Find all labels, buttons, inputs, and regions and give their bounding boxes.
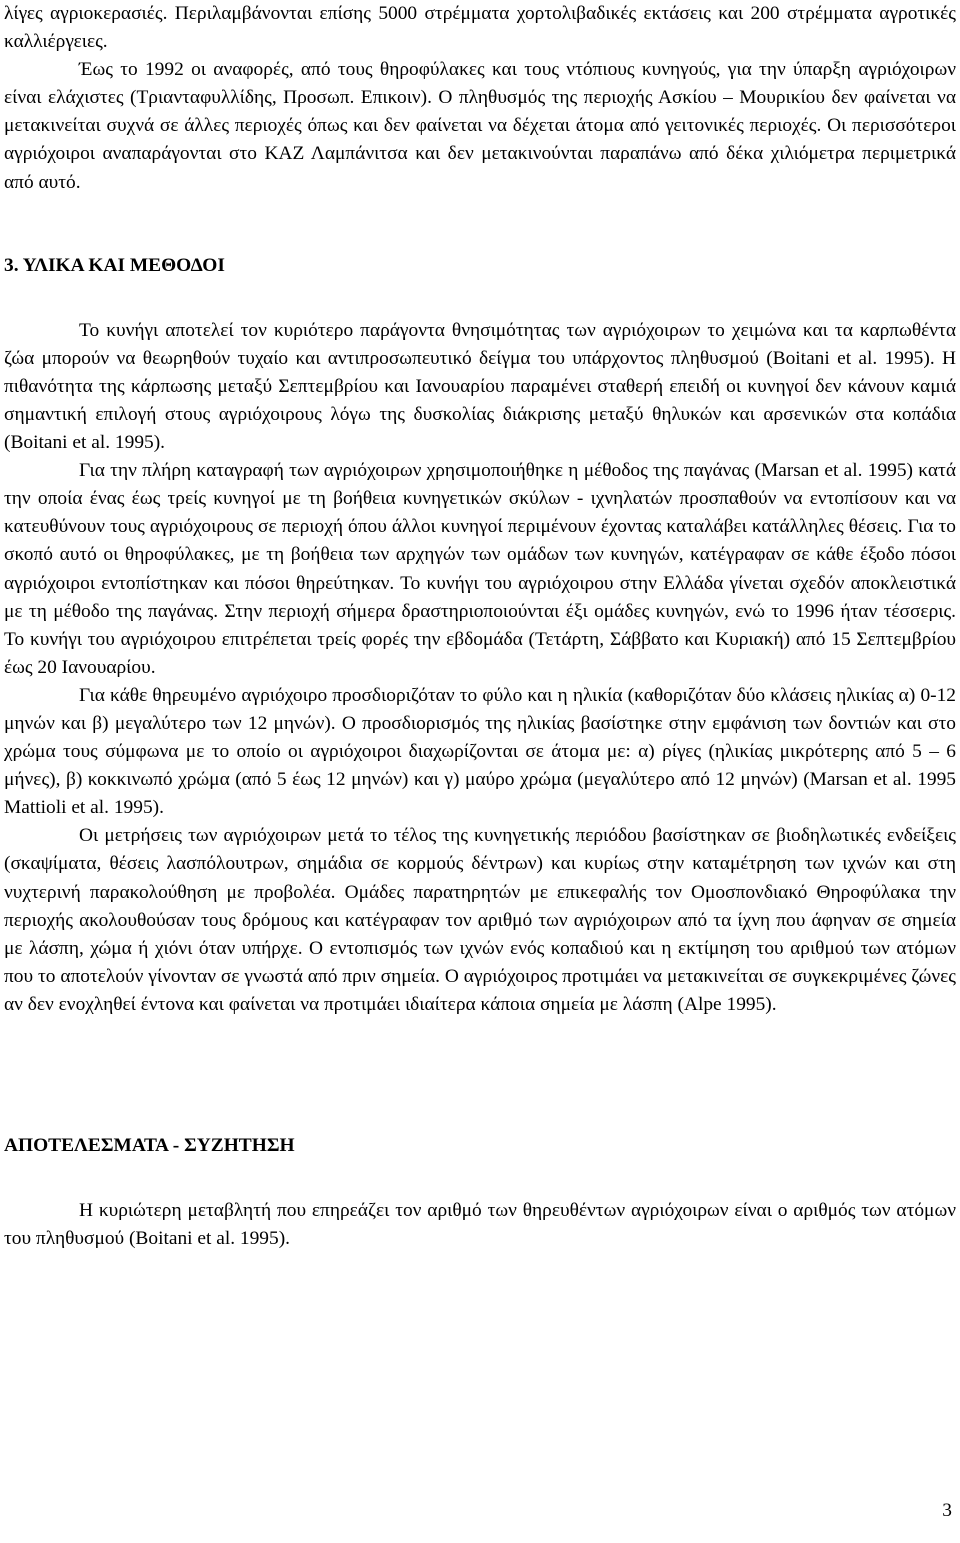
page-content — [4, 0, 956, 1253]
page-number: 3 — [942, 1500, 952, 1521]
paragraph-sex-age-classification: Για κάθε θηρευμένο αγριόχοιρο προσδιοριζόταν το φύλο και η ηλικία (καθοριζόταν δύο κλάσεις ηλικίας α) 0-12 μηνών και β) μεγαλύτερο των 12 μηνών). Ο προσδιορισμός της ηλικίας βασίστηκε στην εμφάνιση των δοντιών και στο χρώμα τους σύμφωνα με το οποίο οι αγριόχοιροι διαχωρίζονται σε άτομα με: α) ρίγες (ηλικίας μικρότερης από 5 – 6 μήνες), β) κοκκινωπό χρώμα (από 5 έως 12 μηνών) και γ) μαύρο χρώμα (μεγαλύτερο από 12 μηνών) (Marsan et al. 1995 Mattioli et al. 1995). — [4, 684, 956, 819]
paragraph-results-intro: Η κυριώτερη μεταβλητή που επηρεάζει τον αριθμό των θηρευθέντων αγριόχοιρων είναι ο αριθμός των ατόμων του πληθυσμού (Boitani et al. 1995). — [4, 1200, 956, 1250]
paragraph-hunting-mortality: Το κυνήγι αποτελεί τον κυριότερο παράγοντα θνησιμότητας των αγριόχοιρων το χειμώνα και τα καρπωθέντα ζώα μπορούν να θεωρηθούν τυχαίο και αντιπροσωπευτικό δείγμα του υπάρχοντος πληθυσμού (Boitani et al. 1995). Η πιθανότητα της κάρπωσης μεταξύ Σεπτεμβρίου και Ιανουαρίου παραμένει σταθερή επειδή οι κυνηγοί δεν κάνουν καμιά σημαντική επιλογή στους αγριόχοιρους λόγω της δυσκολίας διάκρισης μεταξύ θηλυκών και αρσενικών στα κοπάδια (Boitani et al. 1995). — [4, 319, 956, 454]
spacer — [4, 1019, 956, 1132]
spacer — [4, 197, 956, 252]
paragraph-post-season-counts: Οι μετρήσεις των αγριόχοιρων μετά το τέλος της κυνηγετικής περιόδου βασίστηκαν σε βιοδηλωτικές ενδείξεις (σκαψίματα, θέσεις λασπόλουτρων, σημάδια σε κορμούς δέντρων) και κυρίως στην καταμέτρηση των ιχνών και στη νυχτερινή παρακολούθηση με προβολέα. Ομάδες παρατηρητών με επικεφαλής τον Ομοσπονδιακό Θηροφύλακα την περιοχής ακολουθούσαν τους δρόμους και κατέγραφαν τον αριθμό των αγριόχοιρων από τα ίχνη που άφηναν σε σημεία με λάσπη, χώμα ή χιόνι όταν υπήρχε. Ο εντοπισμός των ιχνών ενός κοπαδιού και η εκτίμηση του αριθμού των ατόμων που το αποτελούν γίνονταν σε γνωστά από πριν σημεία. Ο αγριόχοιρος προτιμάει να μετακινείται σε συγκεκριμένες ζώνες αν δεν ενοχληθεί έντονα και φαίνεται να προτιμάει ιδιαίτερα κάποια σημεία με λάσπη (Alpe 1995). — [4, 825, 956, 1015]
section-heading-methods: 3. ΥΛΙΚΑ ΚΑΙ ΜΕΘΟΔΟΙ — [4, 254, 225, 276]
spacer — [4, 1160, 956, 1197]
paragraph-habitat-continuation: λίγες αγριοκερασιές. Περιλαμβάνονται επίσης 5000 στρέμματα χορτολιβαδικές εκτάσεις και 200 στρέμματα αγροτικές καλλιέργειες. — [4, 3, 956, 53]
section-heading-results: ΑΠΟΤΕΛΕΣΜΑΤΑ - ΣΥΖΗΤΗΣΗ — [4, 1135, 295, 1156]
paragraph-population-history: Έως το 1992 οι αναφορές, από τους θηροφύλακες και τους ντόπιους κυνηγούς, για την ύπαρξη αγριόχοιρων είναι ελάχιστες (Τριανταφυλλίδης, Προσωπ. Επικοιν). Ο πληθυσμός της περιοχής Ασκίου – Μουρικίου δεν φαίνεται να μετακινείται συχνά σε άλλες περιοχές όπως και δεν φαίνεται να δέχεται άτομα από γειτονικές περιοχές. Οι περισσότεροι αγριόχοιροι αναπαράγονται στο ΚΑΖ Λαμπάνιτσα και δεν μετακινούνται παραπάνω από δέκα χιλιόμετρα περιμετρικά από αυτό. — [4, 59, 956, 193]
paragraph-drive-hunt-method: Για την πλήρη καταγραφή των αγριόχοιρων χρησιμοποιήθηκε η μέθοδος της παγάνας (Marsan et al. 1995) κατά την οποία ένας έως τρείς κυνηγοί με τη βοήθεια κυνηγετικών σκύλων - ιχνηλατών προσπαθούν να εντοπίσουν και να κατευθύνουν τους αγριόχοιρους σε περιοχή όπου άλλοι κυνηγοί περιμένουν έχοντας καταλάβει κατάλληλες θέσεις. Για το σκοπό αυτό οι θηροφύλακες, με τη βοήθεια των αρχηγών των ομάδων των κυνηγών, κατέγραφαν σε κάθε έξοδο πόσοι αγριόχοιροι εντοπίστηκαν και πόσοι θηρεύτηκαν. Το κυνήγι του αγριόχοιρου στην Ελλάδα γίνεται σχεδόν αποκλειστικά με τη μέθοδο της παγάνας. Στην περιοχή σήμερα δραστηριοποιούνται έξι ομάδες κυνηγών, ενώ το 1996 ήταν τέσσερις. Το κυνήγι του αγριόχοιρου επιτρέπεται τρείς φορές την εβδομάδα (Τετάρτη, Σάββατο και Κυριακή) από 15 Σεπτεμβρίου έως 20 Ιανουαρίου. — [4, 460, 956, 678]
spacer — [4, 280, 956, 317]
